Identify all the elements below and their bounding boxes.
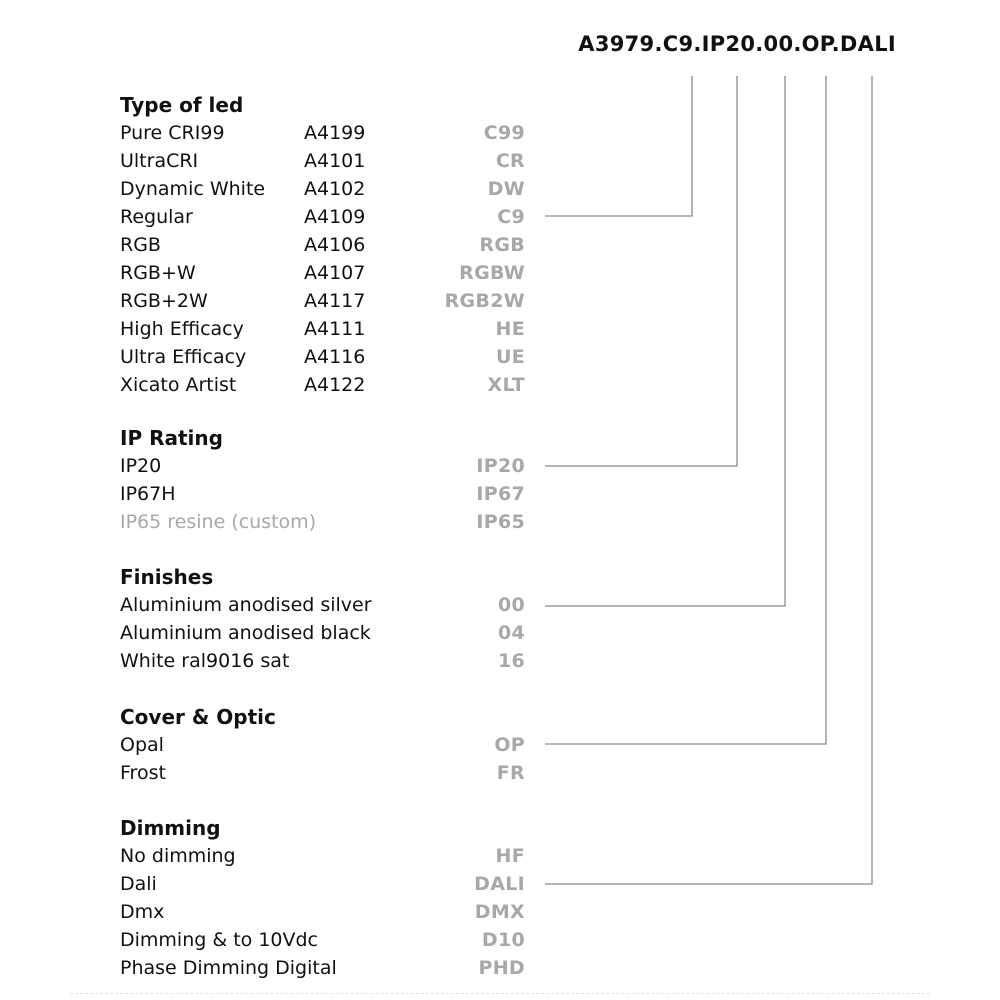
option-code: RGB2W — [444, 290, 525, 312]
option-label: UltraCRI — [120, 150, 199, 172]
article-number: A4116 — [304, 346, 366, 368]
option-code: FR — [496, 762, 525, 784]
connector-cover-optic — [545, 76, 826, 744]
option-label: Aluminium anodised silver — [120, 594, 372, 616]
article-number: A4107 — [304, 262, 366, 284]
section-title-ip-rating: IP Rating — [120, 426, 223, 450]
option-label: High Efficacy — [120, 318, 244, 340]
option-code: PHD — [478, 957, 525, 979]
option-label: RGB+2W — [120, 290, 208, 312]
option-code: DMX — [474, 901, 525, 923]
option-label: Xicato Artist — [120, 374, 237, 396]
article-number: A4122 — [304, 374, 366, 396]
article-number: A4106 — [304, 234, 366, 256]
option-label: Dimming & to 10Vdc — [120, 929, 318, 951]
option-label: Dali — [120, 873, 157, 895]
option-code: C99 — [483, 122, 525, 144]
product-code: A3979.C9.IP20.00.OP.DALI — [578, 32, 896, 56]
option-code: 16 — [497, 650, 525, 672]
option-label: White ral9016 sat — [120, 650, 290, 672]
option-code: IP20 — [476, 455, 525, 477]
article-number: A4111 — [304, 318, 366, 340]
option-label: Aluminium anodised black — [120, 622, 371, 644]
section-title-type-of-led: Type of led — [120, 93, 244, 117]
section-title-finishes: Finishes — [120, 565, 214, 589]
option-code: D10 — [481, 929, 525, 951]
option-label: Ultra Efficacy — [120, 346, 247, 368]
option-code: DALI — [474, 873, 525, 895]
option-code: RGBW — [459, 262, 525, 284]
option-label: Frost — [120, 762, 166, 784]
option-label: Pure CRI99 — [120, 122, 225, 144]
option-code: 04 — [497, 622, 525, 644]
option-label: Phase Dimming Digital — [120, 957, 337, 979]
option-code: XLT — [487, 374, 525, 396]
article-number: A4117 — [304, 290, 366, 312]
option-label: Dmx — [120, 901, 165, 923]
bottom-divider — [70, 993, 930, 994]
connector-finish — [545, 76, 785, 606]
option-code: OP — [494, 734, 525, 756]
option-label: IP65 resine (custom) — [120, 511, 317, 533]
option-code: 00 — [497, 594, 525, 616]
option-code: CR — [495, 150, 525, 172]
option-label: IP20 — [120, 455, 162, 477]
option-label: IP67H — [120, 483, 176, 505]
option-code: DW — [487, 178, 525, 200]
section-title-dimming: Dimming — [120, 816, 221, 840]
article-number: A4199 — [304, 122, 366, 144]
option-label: RGB — [120, 234, 161, 256]
option-label: No dimming — [120, 845, 236, 867]
article-number: A4109 — [304, 206, 366, 228]
connector-ip-rating — [545, 76, 737, 466]
option-label: Regular — [120, 206, 193, 228]
connector-dimming — [545, 76, 872, 884]
article-number: A4101 — [304, 150, 366, 172]
option-label: RGB+W — [120, 262, 196, 284]
option-code: HE — [495, 318, 525, 340]
option-label: Dynamic White — [120, 178, 266, 200]
option-code: IP67 — [476, 483, 525, 505]
article-number: A4102 — [304, 178, 366, 200]
option-code: UE — [495, 346, 525, 368]
connector-led-type — [545, 76, 692, 216]
option-code: HF — [495, 845, 525, 867]
option-code: C9 — [497, 206, 525, 228]
option-label: Opal — [120, 734, 164, 756]
section-title-cover-optic: Cover & Optic — [120, 705, 276, 729]
option-code: IP65 — [476, 511, 525, 533]
option-code: RGB — [479, 234, 525, 256]
